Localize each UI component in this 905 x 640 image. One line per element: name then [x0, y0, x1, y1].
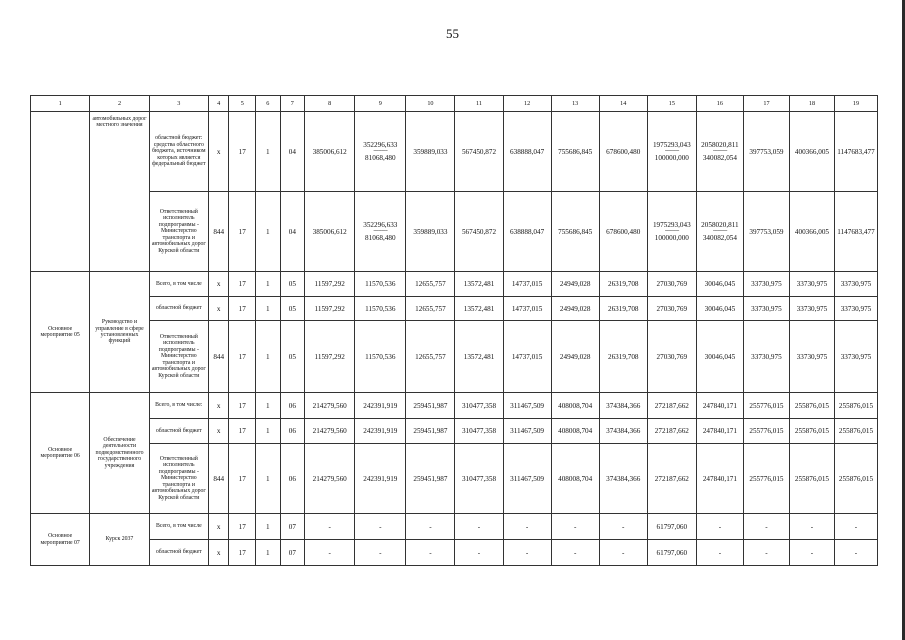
value-cell: 33730,975 — [743, 321, 789, 393]
value-cell: - — [696, 540, 743, 566]
value-cell: 11570,536 — [355, 272, 406, 297]
value-cell: 385006,612 — [305, 112, 355, 192]
value-cell: - — [743, 540, 789, 566]
source-cell: Всего, в том числе — [149, 272, 208, 297]
value-cell: 310477,358 — [455, 393, 503, 419]
pgp-cell: 1 — [256, 419, 281, 444]
value-cell: 359889,033 — [406, 112, 455, 192]
value-cell: 567450,872 — [455, 112, 503, 192]
om-cell: 05 — [280, 272, 305, 297]
header-cell: 7 — [280, 96, 305, 112]
source-cell: областной бюджет — [149, 297, 208, 321]
value-cell: 638888,047 — [503, 192, 551, 272]
gp-cell: 17 — [229, 419, 256, 444]
value-cell: - — [696, 514, 743, 540]
header-cell: 19 — [834, 96, 877, 112]
om-cell: 04 — [280, 192, 305, 272]
value-cell: 33730,975 — [743, 272, 789, 297]
om-cell: 07 — [280, 514, 305, 540]
program-name-cell: Обеспечение деятельности подведомственного государственного учреждения — [90, 393, 149, 514]
header-cell: 11 — [455, 96, 503, 112]
header-cell: 16 — [696, 96, 743, 112]
value-cell: - — [355, 514, 406, 540]
header-cell: 14 — [599, 96, 647, 112]
grbs-cell: х — [208, 540, 228, 566]
gp-cell: 17 — [229, 540, 256, 566]
value-cell: 33730,975 — [834, 321, 877, 393]
event-cell — [31, 112, 90, 272]
grbs-cell: х — [208, 112, 228, 192]
value-cell: 311467,509 — [503, 419, 551, 444]
header-cell: 4 — [208, 96, 228, 112]
value-cell: 11570,536 — [355, 297, 406, 321]
value-cell: 374384,366 — [599, 419, 647, 444]
value-cell: 247840,171 — [696, 393, 743, 419]
source-cell: областной бюджет — [149, 540, 208, 566]
value-cell: 242391,919 — [355, 444, 406, 514]
gp-cell: 17 — [229, 272, 256, 297]
value-cell: 259451,987 — [406, 393, 455, 419]
value-separator: ------------ — [712, 149, 727, 154]
value-cell: 400366,005 — [789, 192, 834, 272]
value-cell: 1147683,477 — [834, 112, 877, 192]
grbs-cell: х — [208, 272, 228, 297]
value-cell: 755686,845 — [551, 112, 599, 192]
value-cell: 13572,481 — [455, 272, 503, 297]
value-cell: 247840,171 — [696, 444, 743, 514]
value-separator: ------------ — [373, 149, 388, 154]
om-cell: 06 — [280, 444, 305, 514]
value-upper: 1975293,043 — [652, 221, 691, 229]
header-row — [31, 96, 878, 112]
pgp-cell: 1 — [256, 297, 281, 321]
value-cell: - — [551, 540, 599, 566]
event-cell: Основное мероприятие 06 — [31, 393, 90, 514]
value-cell: 14737,015 — [503, 321, 551, 393]
value-cell: - — [551, 514, 599, 540]
value-cell: - — [503, 540, 551, 566]
value-cell: - — [406, 514, 455, 540]
grbs-cell: х — [208, 393, 228, 419]
value-cell: 14737,015 — [503, 297, 551, 321]
value-cell: 26319,708 — [599, 321, 647, 393]
value-cell: 14737,015 — [503, 272, 551, 297]
value-cell: 214279,560 — [305, 419, 355, 444]
value-cell: 385006,612 — [305, 192, 355, 272]
event-cell: Основное мероприятие 07 — [31, 514, 90, 566]
value-cell: 255876,015 — [834, 419, 877, 444]
table-row — [31, 514, 878, 540]
value-cell: 33730,975 — [789, 297, 834, 321]
value-cell: 11597,292 — [305, 297, 355, 321]
value-cell: 61797,060 — [647, 540, 696, 566]
value-cell: 30046,045 — [696, 272, 743, 297]
source-cell: областной бюджет: средства областного бюджета, источником которых является федеральный бюджет — [149, 112, 208, 192]
value-cell: - — [406, 540, 455, 566]
value-cell: 24949,028 — [551, 321, 599, 393]
source-cell: Ответственный исполнитель подпрограммы - Министерство транспорта и автомобильных дорог Курской области — [149, 192, 208, 272]
value-cell: 24949,028 — [551, 297, 599, 321]
value-cell: 242391,919 — [355, 419, 406, 444]
value-lower: 340082,054 — [702, 154, 737, 162]
table-row — [31, 112, 878, 192]
value-cell: - — [305, 540, 355, 566]
grbs-cell: 844 — [208, 192, 228, 272]
value-cell: - — [599, 514, 647, 540]
pgp-cell: 1 — [256, 393, 281, 419]
gp-cell: 17 — [229, 192, 256, 272]
split-value-cell — [647, 112, 696, 192]
value-separator: ------------ — [373, 229, 388, 234]
value-cell: - — [305, 514, 355, 540]
value-cell: 408008,704 — [551, 444, 599, 514]
source-cell: Всего, в том числе: — [149, 393, 208, 419]
table-row — [31, 393, 878, 419]
value-cell: 12655,757 — [406, 272, 455, 297]
value-cell: 259451,987 — [406, 444, 455, 514]
value-cell: 33730,975 — [834, 297, 877, 321]
grbs-cell: 844 — [208, 444, 228, 514]
gp-cell: 17 — [229, 321, 256, 393]
value-cell: 397753,059 — [743, 112, 789, 192]
header-cell: 15 — [647, 96, 696, 112]
table-row — [31, 272, 878, 297]
gp-cell: 17 — [229, 514, 256, 540]
value-cell: 33730,975 — [834, 272, 877, 297]
value-cell: - — [455, 540, 503, 566]
table-row — [31, 297, 878, 321]
value-cell: 311467,509 — [503, 444, 551, 514]
value-cell: 27030,769 — [647, 272, 696, 297]
value-cell: 255876,015 — [789, 419, 834, 444]
value-cell: - — [789, 540, 834, 566]
value-upper: 1975293,043 — [652, 141, 691, 149]
value-cell: 311467,509 — [503, 393, 551, 419]
source-cell: областной бюджет — [149, 419, 208, 444]
value-cell: 408008,704 — [551, 419, 599, 444]
value-cell: 374384,366 — [599, 444, 647, 514]
split-value-cell — [696, 192, 743, 272]
value-cell: 214279,560 — [305, 393, 355, 419]
source-cell: Всего, в том числе — [149, 514, 208, 540]
value-cell: 247840,171 — [696, 419, 743, 444]
table-row — [31, 419, 878, 444]
value-cell: - — [503, 514, 551, 540]
event-cell: Основное мероприятие 05 — [31, 272, 90, 393]
value-cell: 272187,662 — [647, 444, 696, 514]
header-cell: 2 — [90, 96, 149, 112]
value-cell: 255876,015 — [834, 444, 877, 514]
value-cell: 33730,975 — [789, 272, 834, 297]
value-cell: 272187,662 — [647, 419, 696, 444]
value-cell: - — [834, 540, 877, 566]
value-cell: 13572,481 — [455, 321, 503, 393]
header-cell: 1 — [31, 96, 90, 112]
value-cell: 12655,757 — [406, 297, 455, 321]
budget-table — [30, 95, 878, 566]
header-cell: 5 — [229, 96, 256, 112]
value-cell: - — [455, 514, 503, 540]
value-upper: 352296,633 — [363, 141, 398, 149]
program-name-cell: Курск 2037 — [90, 514, 149, 566]
value-cell: 26319,708 — [599, 297, 647, 321]
table-row — [31, 321, 878, 393]
header-cell: 18 — [789, 96, 834, 112]
value-cell: 255876,015 — [789, 393, 834, 419]
value-cell: 359889,033 — [406, 192, 455, 272]
pgp-cell: 1 — [256, 112, 281, 192]
value-cell: 374384,366 — [599, 393, 647, 419]
header-cell: 3 — [149, 96, 208, 112]
header-cell: 17 — [743, 96, 789, 112]
value-cell: 61797,060 — [647, 514, 696, 540]
value-cell: 755686,845 — [551, 192, 599, 272]
value-cell: - — [599, 540, 647, 566]
value-cell: 272187,662 — [647, 393, 696, 419]
value-cell: 255776,015 — [743, 393, 789, 419]
om-cell: 04 — [280, 112, 305, 192]
value-separator: ------------ — [712, 229, 727, 234]
source-cell: Ответственный исполнитель подпрограммы - Министерство транспорта и автомобильных дорог Курской области — [149, 321, 208, 393]
value-upper: 2058020,811 — [701, 141, 739, 149]
pgp-cell: 1 — [256, 321, 281, 393]
value-cell: - — [743, 514, 789, 540]
header-cell: 12 — [503, 96, 551, 112]
split-value-cell — [647, 192, 696, 272]
header-cell: 6 — [256, 96, 281, 112]
value-cell: 26319,708 — [599, 272, 647, 297]
value-cell: 638888,047 — [503, 112, 551, 192]
value-cell: 30046,045 — [696, 321, 743, 393]
gp-cell: 17 — [229, 112, 256, 192]
value-cell: 1147683,477 — [834, 192, 877, 272]
value-lower: 100000,000 — [654, 234, 689, 242]
pgp-cell: 1 — [256, 444, 281, 514]
split-value-cell — [696, 112, 743, 192]
value-cell: 678600,480 — [599, 192, 647, 272]
value-lower: 81068,480 — [365, 154, 396, 162]
value-cell: 255876,015 — [789, 444, 834, 514]
table-row — [31, 444, 878, 514]
value-upper: 2058020,811 — [701, 221, 739, 229]
value-cell: 12655,757 — [406, 321, 455, 393]
grbs-cell: 844 — [208, 321, 228, 393]
value-cell: 567450,872 — [455, 192, 503, 272]
grbs-cell: х — [208, 419, 228, 444]
split-value-cell — [355, 112, 406, 192]
value-separator: ------------ — [664, 229, 679, 234]
pgp-cell: 1 — [256, 192, 281, 272]
grbs-cell: х — [208, 514, 228, 540]
value-cell: 11570,536 — [355, 321, 406, 393]
om-cell: 06 — [280, 393, 305, 419]
value-cell: 408008,704 — [551, 393, 599, 419]
value-cell: 255776,015 — [743, 444, 789, 514]
value-cell: 11597,292 — [305, 321, 355, 393]
value-cell: 214279,560 — [305, 444, 355, 514]
value-cell: 678600,480 — [599, 112, 647, 192]
gp-cell: 17 — [229, 393, 256, 419]
value-cell: - — [834, 514, 877, 540]
value-cell: 310477,358 — [455, 444, 503, 514]
value-lower: 81068,480 — [365, 234, 396, 242]
header-cell: 9 — [355, 96, 406, 112]
value-cell: 11597,292 — [305, 272, 355, 297]
om-cell: 05 — [280, 321, 305, 393]
value-cell: - — [355, 540, 406, 566]
value-upper: 352296,633 — [363, 221, 398, 229]
value-cell: 33730,975 — [789, 321, 834, 393]
om-cell: 05 — [280, 297, 305, 321]
header-cell: 8 — [305, 96, 355, 112]
pgp-cell: 1 — [256, 272, 281, 297]
value-lower: 100000,000 — [654, 154, 689, 162]
value-cell: 30046,045 — [696, 297, 743, 321]
split-value-cell — [355, 192, 406, 272]
page-number: 55 — [446, 26, 459, 41]
pgp-cell: 1 — [256, 514, 281, 540]
value-cell: 24949,028 — [551, 272, 599, 297]
header-cell: 13 — [551, 96, 599, 112]
source-cell: Ответственный исполнитель подпрограммы - Министерство транспорта и автомобильных дорог Курской области — [149, 444, 208, 514]
header-cell: 10 — [406, 96, 455, 112]
value-cell: 255876,015 — [834, 393, 877, 419]
value-cell: - — [789, 514, 834, 540]
value-cell: 33730,975 — [743, 297, 789, 321]
gp-cell: 17 — [229, 297, 256, 321]
pgp-cell: 1 — [256, 540, 281, 566]
value-cell: 310477,358 — [455, 419, 503, 444]
program-name-cell: автомобильных дорог местного значения — [90, 112, 149, 272]
table-row — [31, 540, 878, 566]
value-cell: 27030,769 — [647, 297, 696, 321]
value-cell: 13572,481 — [455, 297, 503, 321]
value-cell: 259451,987 — [406, 419, 455, 444]
program-name-cell: Руководство и управление в сфере установленных функций — [90, 272, 149, 393]
value-cell: 400366,005 — [789, 112, 834, 192]
value-cell: 242391,919 — [355, 393, 406, 419]
om-cell: 06 — [280, 419, 305, 444]
om-cell: 07 — [280, 540, 305, 566]
value-separator: ------------ — [664, 149, 679, 154]
table-row — [31, 192, 878, 272]
grbs-cell: х — [208, 297, 228, 321]
gp-cell: 17 — [229, 444, 256, 514]
value-cell: 27030,769 — [647, 321, 696, 393]
value-lower: 340082,054 — [702, 234, 737, 242]
value-cell: 255776,015 — [743, 419, 789, 444]
value-cell: 397753,059 — [743, 192, 789, 272]
